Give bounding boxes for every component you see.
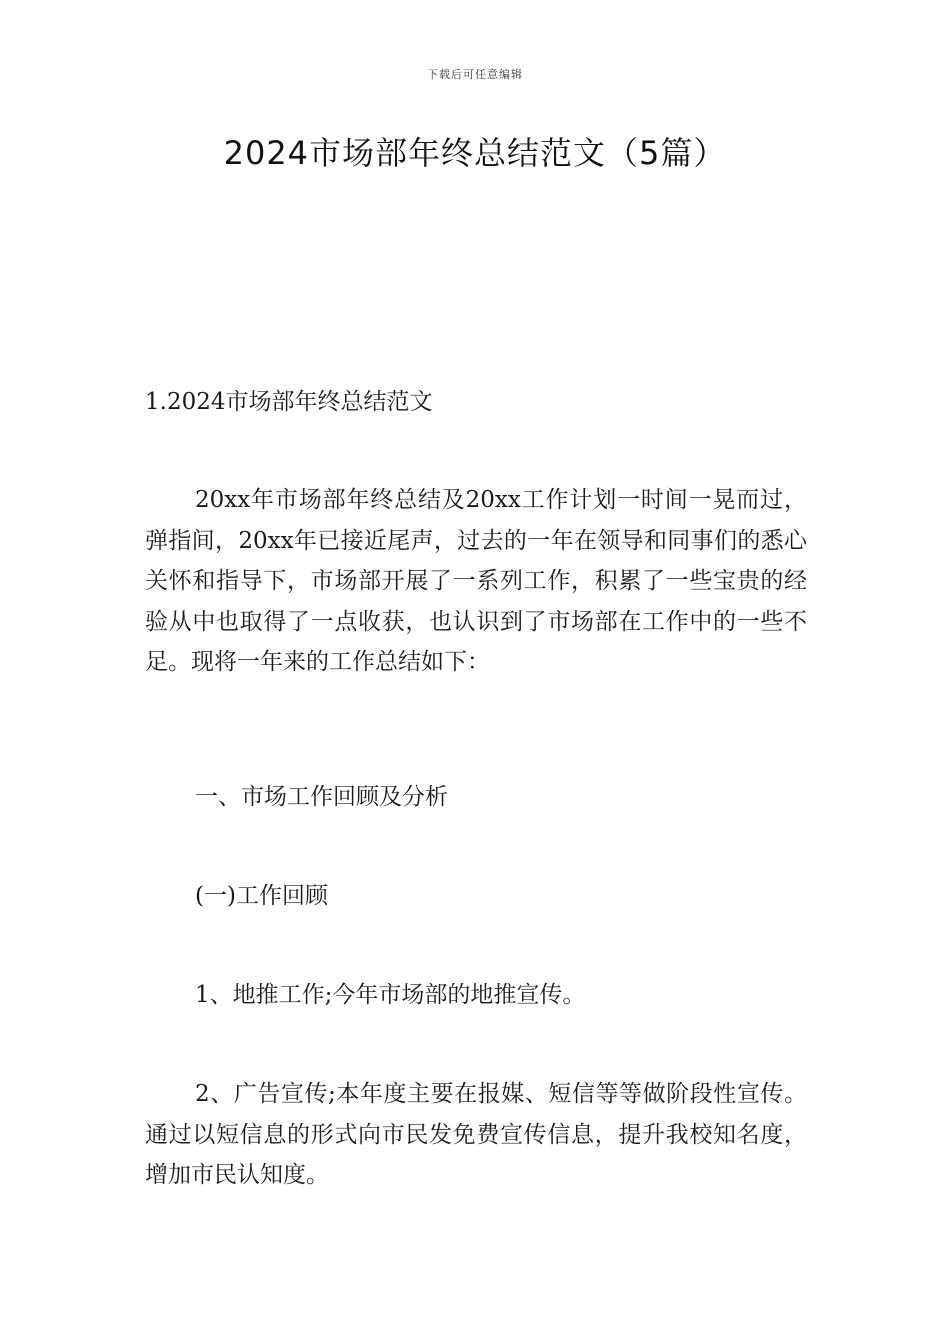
intro-paragraph-block: [145, 480, 807, 683]
list-item-advertising: 2、广告宣传;本年度主要在报媒、短信等等做阶段性宣传。通过以短信息的形式向市民发免费宣传信息，提升我校知名度，增加市民认知度。: [145, 1081, 807, 1188]
section-heading: 1.2024市场部年终总结范文: [145, 389, 433, 415]
subheading-block-2: [145, 876, 807, 917]
list-item-block-2: [145, 1074, 807, 1196]
list-item-block-1: [145, 975, 807, 1016]
header-note: 下载后可任意编辑: [427, 68, 523, 81]
intro-paragraph: 20xx年市场部年终总结及20xx工作计划一时间一晃而过，弹指间，20xx年已接近尾声，过去的一年在领导和同事们的悉心关怀和指导下，市场部开展了一系列工作，积累了一些宝贵的经验从中也取得了一点收获，也认识到了市场部在工作中的一些不足。现将一年来的工作总结如下：: [145, 487, 807, 675]
list-item-ground-promotion: 1、地推工作;今年市场部的地推宣传。: [195, 982, 586, 1008]
document-title: 2024市场部年终总结范文（5篇）: [223, 134, 727, 172]
subheading-work-review: (一)工作回顾: [195, 883, 328, 909]
subheading-block-1: [145, 777, 807, 818]
subheading-market-review: 一、市场工作回顾及分析: [195, 784, 448, 810]
